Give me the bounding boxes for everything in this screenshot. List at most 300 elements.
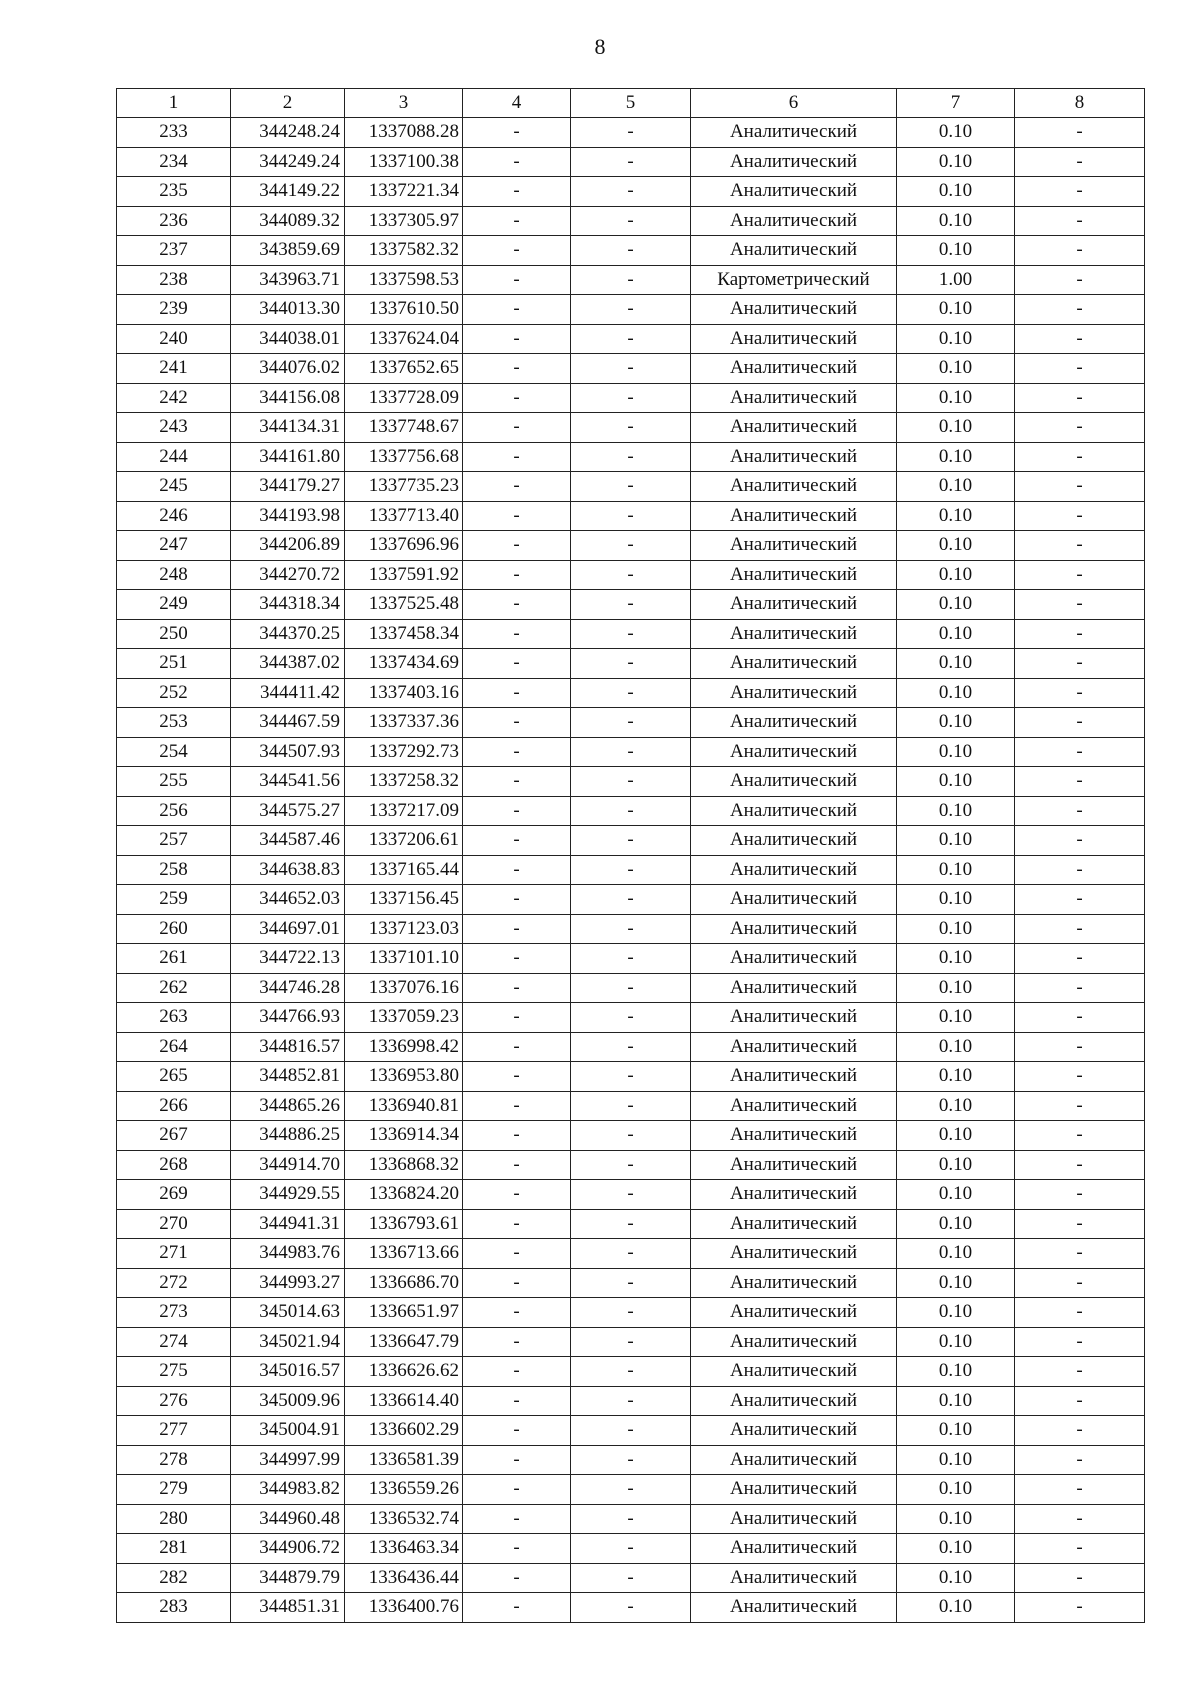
method-cell: Аналитический (691, 1504, 897, 1534)
table-row (117, 708, 1145, 738)
column-5-cell: - (571, 413, 691, 443)
table-row (117, 177, 1145, 207)
x-coordinate-cell: 344722.13 (231, 944, 345, 974)
method-cell: Аналитический (691, 1445, 897, 1475)
column-header: 1 (117, 89, 231, 118)
column-5-cell: - (571, 1475, 691, 1505)
y-coordinate-cell: 1337165.44 (345, 855, 463, 885)
column-4-cell: - (463, 1534, 571, 1564)
point-number-cell: 246 (117, 501, 231, 531)
table-row (117, 1268, 1145, 1298)
column-5-cell: - (571, 560, 691, 590)
y-coordinate-cell: 1336436.44 (345, 1563, 463, 1593)
column-4-cell: - (463, 236, 571, 266)
column-4-cell: - (463, 265, 571, 295)
column-5-cell: - (571, 855, 691, 885)
column-5-cell: - (571, 1563, 691, 1593)
column-4-cell: - (463, 885, 571, 915)
accuracy-cell: 0.10 (897, 885, 1015, 915)
column-8-cell: - (1015, 1032, 1145, 1062)
point-number-cell: 271 (117, 1239, 231, 1269)
x-coordinate-cell: 344941.31 (231, 1209, 345, 1239)
column-5-cell: - (571, 442, 691, 472)
column-4-cell: - (463, 1593, 571, 1623)
x-coordinate-cell: 344089.32 (231, 206, 345, 236)
accuracy-cell: 0.10 (897, 944, 1015, 974)
method-cell: Аналитический (691, 796, 897, 826)
method-cell: Аналитический (691, 531, 897, 561)
column-4-cell: - (463, 619, 571, 649)
column-header: 2 (231, 89, 345, 118)
x-coordinate-cell: 345004.91 (231, 1416, 345, 1446)
point-number-cell: 258 (117, 855, 231, 885)
accuracy-cell: 0.10 (897, 1268, 1015, 1298)
column-8-cell: - (1015, 531, 1145, 561)
method-cell: Аналитический (691, 1386, 897, 1416)
x-coordinate-cell: 344652.03 (231, 885, 345, 915)
x-coordinate-cell: 344816.57 (231, 1032, 345, 1062)
method-cell: Аналитический (691, 1180, 897, 1210)
table-row (117, 1062, 1145, 1092)
x-coordinate-cell: 344914.70 (231, 1150, 345, 1180)
column-5-cell: - (571, 1534, 691, 1564)
table-row (117, 442, 1145, 472)
y-coordinate-cell: 1336614.40 (345, 1386, 463, 1416)
table-row (117, 1239, 1145, 1269)
column-5-cell: - (571, 1445, 691, 1475)
x-coordinate-cell: 344467.59 (231, 708, 345, 738)
column-8-cell: - (1015, 472, 1145, 502)
y-coordinate-cell: 1336400.76 (345, 1593, 463, 1623)
method-cell: Аналитический (691, 885, 897, 915)
y-coordinate-cell: 1337652.65 (345, 354, 463, 384)
point-number-cell: 251 (117, 649, 231, 679)
accuracy-cell: 0.10 (897, 1239, 1015, 1269)
y-coordinate-cell: 1337582.32 (345, 236, 463, 266)
point-number-cell: 243 (117, 413, 231, 443)
method-cell: Аналитический (691, 1534, 897, 1564)
column-8-cell: - (1015, 1180, 1145, 1210)
column-4-cell: - (463, 324, 571, 354)
point-number-cell: 263 (117, 1003, 231, 1033)
accuracy-cell: 0.10 (897, 914, 1015, 944)
column-5-cell: - (571, 1327, 691, 1357)
point-number-cell: 279 (117, 1475, 231, 1505)
column-5-cell: - (571, 737, 691, 767)
y-coordinate-cell: 1336647.79 (345, 1327, 463, 1357)
y-coordinate-cell: 1337076.16 (345, 973, 463, 1003)
column-4-cell: - (463, 855, 571, 885)
y-coordinate-cell: 1336824.20 (345, 1180, 463, 1210)
table-body (117, 118, 1145, 1623)
x-coordinate-cell: 344929.55 (231, 1180, 345, 1210)
column-8-cell: - (1015, 944, 1145, 974)
column-5-cell: - (571, 1062, 691, 1092)
column-5-cell: - (571, 914, 691, 944)
column-8-cell: - (1015, 147, 1145, 177)
method-cell: Аналитический (691, 1150, 897, 1180)
column-4-cell: - (463, 1298, 571, 1328)
accuracy-cell: 0.10 (897, 1091, 1015, 1121)
column-5-cell: - (571, 1298, 691, 1328)
column-4-cell: - (463, 1062, 571, 1092)
column-8-cell: - (1015, 324, 1145, 354)
method-cell: Аналитический (691, 206, 897, 236)
y-coordinate-cell: 1336914.34 (345, 1121, 463, 1151)
method-cell: Аналитический (691, 442, 897, 472)
x-coordinate-cell: 344248.24 (231, 118, 345, 148)
column-8-cell: - (1015, 767, 1145, 797)
column-4-cell: - (463, 147, 571, 177)
column-8-cell: - (1015, 1268, 1145, 1298)
column-5-cell: - (571, 118, 691, 148)
x-coordinate-cell: 344076.02 (231, 354, 345, 384)
method-cell: Картометрический (691, 265, 897, 295)
column-4-cell: - (463, 531, 571, 561)
x-coordinate-cell: 345016.57 (231, 1357, 345, 1387)
method-cell: Аналитический (691, 1563, 897, 1593)
y-coordinate-cell: 1336559.26 (345, 1475, 463, 1505)
y-coordinate-cell: 1337221.34 (345, 177, 463, 207)
x-coordinate-cell: 344411.42 (231, 678, 345, 708)
column-8-cell: - (1015, 855, 1145, 885)
column-5-cell: - (571, 383, 691, 413)
column-8-cell: - (1015, 1150, 1145, 1180)
method-cell: Аналитический (691, 678, 897, 708)
x-coordinate-cell: 344206.89 (231, 531, 345, 561)
column-5-cell: - (571, 147, 691, 177)
column-8-cell: - (1015, 1209, 1145, 1239)
x-coordinate-cell: 344960.48 (231, 1504, 345, 1534)
y-coordinate-cell: 1337292.73 (345, 737, 463, 767)
accuracy-cell: 0.10 (897, 973, 1015, 1003)
column-4-cell: - (463, 1504, 571, 1534)
table-row (117, 1534, 1145, 1564)
method-cell: Аналитический (691, 1268, 897, 1298)
point-number-cell: 235 (117, 177, 231, 207)
column-8-cell: - (1015, 590, 1145, 620)
method-cell: Аналитический (691, 383, 897, 413)
table-row (117, 1357, 1145, 1387)
table-row (117, 796, 1145, 826)
y-coordinate-cell: 1337696.96 (345, 531, 463, 561)
column-5-cell: - (571, 206, 691, 236)
table-row (117, 885, 1145, 915)
table-row (117, 1150, 1145, 1180)
y-coordinate-cell: 1336463.34 (345, 1534, 463, 1564)
column-8-cell: - (1015, 1327, 1145, 1357)
column-8-cell: - (1015, 737, 1145, 767)
column-4-cell: - (463, 295, 571, 325)
table-row (117, 737, 1145, 767)
method-cell: Аналитический (691, 767, 897, 797)
column-4-cell: - (463, 1475, 571, 1505)
column-8-cell: - (1015, 1475, 1145, 1505)
column-4-cell: - (463, 1180, 571, 1210)
x-coordinate-cell: 344161.80 (231, 442, 345, 472)
point-number-cell: 234 (117, 147, 231, 177)
table-row (117, 944, 1145, 974)
column-4-cell: - (463, 1032, 571, 1062)
column-4-cell: - (463, 206, 571, 236)
point-number-cell: 250 (117, 619, 231, 649)
y-coordinate-cell: 1337123.03 (345, 914, 463, 944)
column-8-cell: - (1015, 1416, 1145, 1446)
column-8-cell: - (1015, 826, 1145, 856)
point-number-cell: 264 (117, 1032, 231, 1062)
point-number-cell: 276 (117, 1386, 231, 1416)
method-cell: Аналитический (691, 855, 897, 885)
table-row (117, 826, 1145, 856)
x-coordinate-cell: 344156.08 (231, 383, 345, 413)
y-coordinate-cell: 1336651.97 (345, 1298, 463, 1328)
accuracy-cell: 0.10 (897, 590, 1015, 620)
table-row (117, 501, 1145, 531)
y-coordinate-cell: 1337591.92 (345, 560, 463, 590)
point-number-cell: 245 (117, 472, 231, 502)
column-4-cell: - (463, 649, 571, 679)
y-coordinate-cell: 1337101.10 (345, 944, 463, 974)
x-coordinate-cell: 344983.76 (231, 1239, 345, 1269)
method-cell: Аналитический (691, 649, 897, 679)
table-row (117, 678, 1145, 708)
point-number-cell: 265 (117, 1062, 231, 1092)
table-row (117, 1180, 1145, 1210)
x-coordinate-cell: 344249.24 (231, 147, 345, 177)
point-number-cell: 283 (117, 1593, 231, 1623)
accuracy-cell: 0.10 (897, 1298, 1015, 1328)
table-row (117, 324, 1145, 354)
table-row (117, 855, 1145, 885)
method-cell: Аналитический (691, 1032, 897, 1062)
method-cell: Аналитический (691, 1091, 897, 1121)
accuracy-cell: 0.10 (897, 649, 1015, 679)
x-coordinate-cell: 344766.93 (231, 1003, 345, 1033)
method-cell: Аналитический (691, 1475, 897, 1505)
point-number-cell: 257 (117, 826, 231, 856)
column-8-cell: - (1015, 1298, 1145, 1328)
x-coordinate-cell: 344587.46 (231, 826, 345, 856)
column-4-cell: - (463, 1327, 571, 1357)
accuracy-cell: 0.10 (897, 1445, 1015, 1475)
x-coordinate-cell: 344270.72 (231, 560, 345, 590)
table-row (117, 265, 1145, 295)
column-4-cell: - (463, 973, 571, 1003)
column-4-cell: - (463, 354, 571, 384)
accuracy-cell: 0.10 (897, 826, 1015, 856)
column-4-cell: - (463, 737, 571, 767)
column-5-cell: - (571, 678, 691, 708)
table-row (117, 619, 1145, 649)
column-4-cell: - (463, 1357, 571, 1387)
accuracy-cell: 0.10 (897, 236, 1015, 266)
column-5-cell: - (571, 590, 691, 620)
table-row (117, 413, 1145, 443)
table-row (117, 1475, 1145, 1505)
point-number-cell: 281 (117, 1534, 231, 1564)
column-8-cell: - (1015, 1593, 1145, 1623)
column-5-cell: - (571, 1180, 691, 1210)
point-number-cell: 252 (117, 678, 231, 708)
x-coordinate-cell: 344134.31 (231, 413, 345, 443)
column-4-cell: - (463, 944, 571, 974)
column-4-cell: - (463, 1121, 571, 1151)
point-number-cell: 260 (117, 914, 231, 944)
method-cell: Аналитический (691, 501, 897, 531)
column-8-cell: - (1015, 973, 1145, 1003)
y-coordinate-cell: 1337088.28 (345, 118, 463, 148)
column-4-cell: - (463, 796, 571, 826)
column-5-cell: - (571, 501, 691, 531)
x-coordinate-cell: 344149.22 (231, 177, 345, 207)
accuracy-cell: 0.10 (897, 1121, 1015, 1151)
method-cell: Аналитический (691, 737, 897, 767)
column-4-cell: - (463, 1416, 571, 1446)
y-coordinate-cell: 1337598.53 (345, 265, 463, 295)
column-4-cell: - (463, 472, 571, 502)
column-5-cell: - (571, 531, 691, 561)
column-8-cell: - (1015, 265, 1145, 295)
accuracy-cell: 0.10 (897, 1180, 1015, 1210)
table-row (117, 1504, 1145, 1534)
point-number-cell: 253 (117, 708, 231, 738)
column-4-cell: - (463, 1091, 571, 1121)
table-row (117, 383, 1145, 413)
method-cell: Аналитический (691, 147, 897, 177)
x-coordinate-cell: 345021.94 (231, 1327, 345, 1357)
point-number-cell: 278 (117, 1445, 231, 1475)
table-row (117, 1209, 1145, 1239)
column-5-cell: - (571, 649, 691, 679)
table-row (117, 1563, 1145, 1593)
x-coordinate-cell: 344746.28 (231, 973, 345, 1003)
column-4-cell: - (463, 678, 571, 708)
point-number-cell: 248 (117, 560, 231, 590)
accuracy-cell: 0.10 (897, 1534, 1015, 1564)
accuracy-cell: 0.10 (897, 531, 1015, 561)
column-8-cell: - (1015, 354, 1145, 384)
accuracy-cell: 0.10 (897, 1327, 1015, 1357)
method-cell: Аналитический (691, 118, 897, 148)
x-coordinate-cell: 344013.30 (231, 295, 345, 325)
column-5-cell: - (571, 796, 691, 826)
accuracy-cell: 0.10 (897, 1062, 1015, 1092)
y-coordinate-cell: 1336713.66 (345, 1239, 463, 1269)
x-coordinate-cell: 343963.71 (231, 265, 345, 295)
y-coordinate-cell: 1337728.09 (345, 383, 463, 413)
column-8-cell: - (1015, 206, 1145, 236)
y-coordinate-cell: 1337206.61 (345, 826, 463, 856)
column-4-cell: - (463, 560, 571, 590)
column-5-cell: - (571, 619, 691, 649)
accuracy-cell: 0.10 (897, 1504, 1015, 1534)
method-cell: Аналитический (691, 1121, 897, 1151)
x-coordinate-cell: 344370.25 (231, 619, 345, 649)
column-8-cell: - (1015, 1386, 1145, 1416)
column-8-cell: - (1015, 1445, 1145, 1475)
method-cell: Аналитический (691, 1298, 897, 1328)
point-number-cell: 249 (117, 590, 231, 620)
table-row (117, 118, 1145, 148)
table-row (117, 767, 1145, 797)
y-coordinate-cell: 1337305.97 (345, 206, 463, 236)
table-row (117, 354, 1145, 384)
accuracy-cell: 0.10 (897, 295, 1015, 325)
point-number-cell: 280 (117, 1504, 231, 1534)
y-coordinate-cell: 1336868.32 (345, 1150, 463, 1180)
point-number-cell: 261 (117, 944, 231, 974)
x-coordinate-cell: 344697.01 (231, 914, 345, 944)
table-row (117, 295, 1145, 325)
column-8-cell: - (1015, 177, 1145, 207)
x-coordinate-cell: 344038.01 (231, 324, 345, 354)
y-coordinate-cell: 1336686.70 (345, 1268, 463, 1298)
column-4-cell: - (463, 501, 571, 531)
point-number-cell: 266 (117, 1091, 231, 1121)
column-5-cell: - (571, 354, 691, 384)
column-4-cell: - (463, 1239, 571, 1269)
x-coordinate-cell: 345009.96 (231, 1386, 345, 1416)
column-8-cell: - (1015, 118, 1145, 148)
column-8-cell: - (1015, 885, 1145, 915)
column-4-cell: - (463, 1268, 571, 1298)
column-4-cell: - (463, 708, 571, 738)
method-cell: Аналитический (691, 944, 897, 974)
y-coordinate-cell: 1336953.80 (345, 1062, 463, 1092)
accuracy-cell: 0.10 (897, 1357, 1015, 1387)
column-4-cell: - (463, 1003, 571, 1033)
method-cell: Аналитический (691, 324, 897, 354)
accuracy-cell: 1.00 (897, 265, 1015, 295)
accuracy-cell: 0.10 (897, 619, 1015, 649)
column-8-cell: - (1015, 1003, 1145, 1033)
column-8-cell: - (1015, 560, 1145, 590)
accuracy-cell: 0.10 (897, 1593, 1015, 1623)
accuracy-cell: 0.10 (897, 737, 1015, 767)
x-coordinate-cell: 343859.69 (231, 236, 345, 266)
table-row (117, 1121, 1145, 1151)
x-coordinate-cell: 344983.82 (231, 1475, 345, 1505)
column-5-cell: - (571, 1150, 691, 1180)
column-4-cell: - (463, 177, 571, 207)
method-cell: Аналитический (691, 236, 897, 266)
y-coordinate-cell: 1336793.61 (345, 1209, 463, 1239)
column-5-cell: - (571, 324, 691, 354)
accuracy-cell: 0.10 (897, 324, 1015, 354)
table-row (117, 1003, 1145, 1033)
x-coordinate-cell: 344886.25 (231, 1121, 345, 1151)
point-number-cell: 282 (117, 1563, 231, 1593)
point-number-cell: 239 (117, 295, 231, 325)
accuracy-cell: 0.10 (897, 1416, 1015, 1446)
accuracy-cell: 0.10 (897, 1150, 1015, 1180)
y-coordinate-cell: 1337100.38 (345, 147, 463, 177)
point-number-cell: 233 (117, 118, 231, 148)
accuracy-cell: 0.10 (897, 1563, 1015, 1593)
point-number-cell: 267 (117, 1121, 231, 1151)
accuracy-cell: 0.10 (897, 118, 1015, 148)
x-coordinate-cell: 344851.31 (231, 1593, 345, 1623)
column-4-cell: - (463, 383, 571, 413)
method-cell: Аналитический (691, 590, 897, 620)
table-row (117, 590, 1145, 620)
point-number-cell: 272 (117, 1268, 231, 1298)
column-4-cell: - (463, 1563, 571, 1593)
point-number-cell: 262 (117, 973, 231, 1003)
point-number-cell: 268 (117, 1150, 231, 1180)
column-8-cell: - (1015, 501, 1145, 531)
y-coordinate-cell: 1337059.23 (345, 1003, 463, 1033)
